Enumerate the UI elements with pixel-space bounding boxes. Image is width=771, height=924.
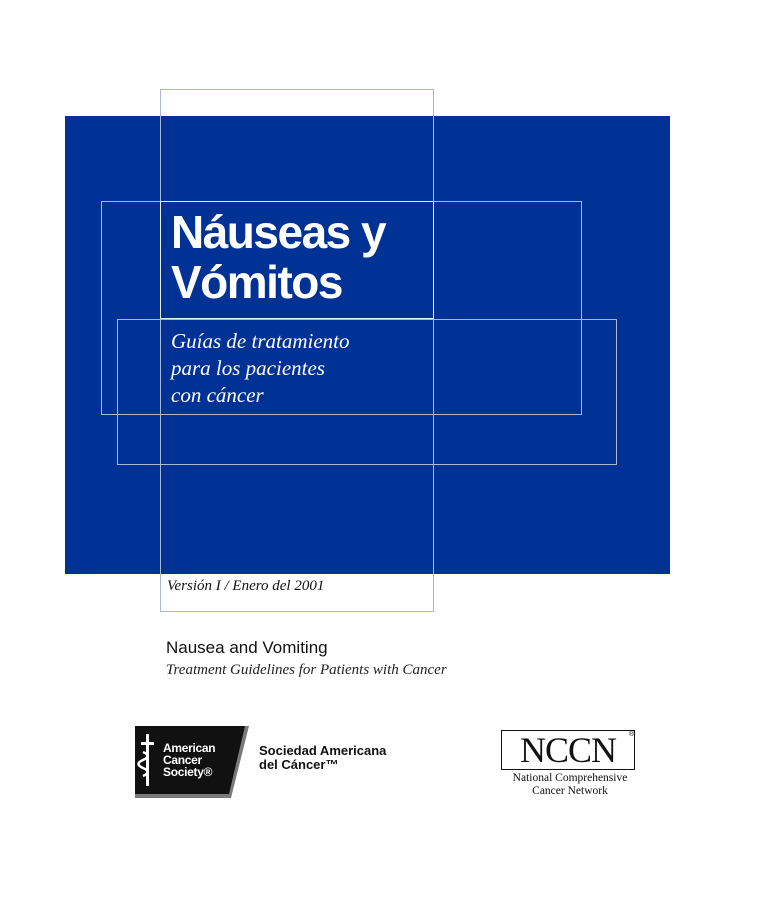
acs-name-line: Cancer xyxy=(163,753,202,767)
nccn-logo xyxy=(501,730,641,800)
acs-spanish-name xyxy=(259,744,386,772)
cover-subtitle-line: para los pacientes xyxy=(171,356,325,380)
english-subtitle: Treatment Guidelines for Patients with Cancer xyxy=(166,662,447,678)
nccn-name-line: Cancer Network xyxy=(532,785,608,797)
acs-name-line: Society® xyxy=(163,765,213,779)
cover-subtitle xyxy=(171,328,350,409)
nccn-registered-mark: ® xyxy=(629,731,635,738)
nccn-full-name xyxy=(501,772,639,798)
cover-title xyxy=(171,207,385,307)
nccn-acronym: NCCN xyxy=(519,730,617,770)
cover-title-line: Vómitos xyxy=(171,256,342,308)
cover-subtitle-line: con cáncer xyxy=(171,383,264,407)
acs-name-line: American xyxy=(163,741,216,755)
version-label: Versión I / Enero del 2001 xyxy=(167,578,325,594)
cover-subtitle-line: Guías de tratamiento xyxy=(171,329,350,353)
acs-spanish-line: del Cáncer™ xyxy=(259,757,339,772)
acs-spanish-line: Sociedad Americana xyxy=(259,743,387,758)
english-title: Nausea and Vomiting xyxy=(166,638,328,657)
nccn-name-line: National Comprehensive xyxy=(512,772,628,784)
acs-logo xyxy=(135,726,405,798)
cover-title-line: Náuseas y xyxy=(171,206,386,258)
acs-name xyxy=(163,742,215,778)
